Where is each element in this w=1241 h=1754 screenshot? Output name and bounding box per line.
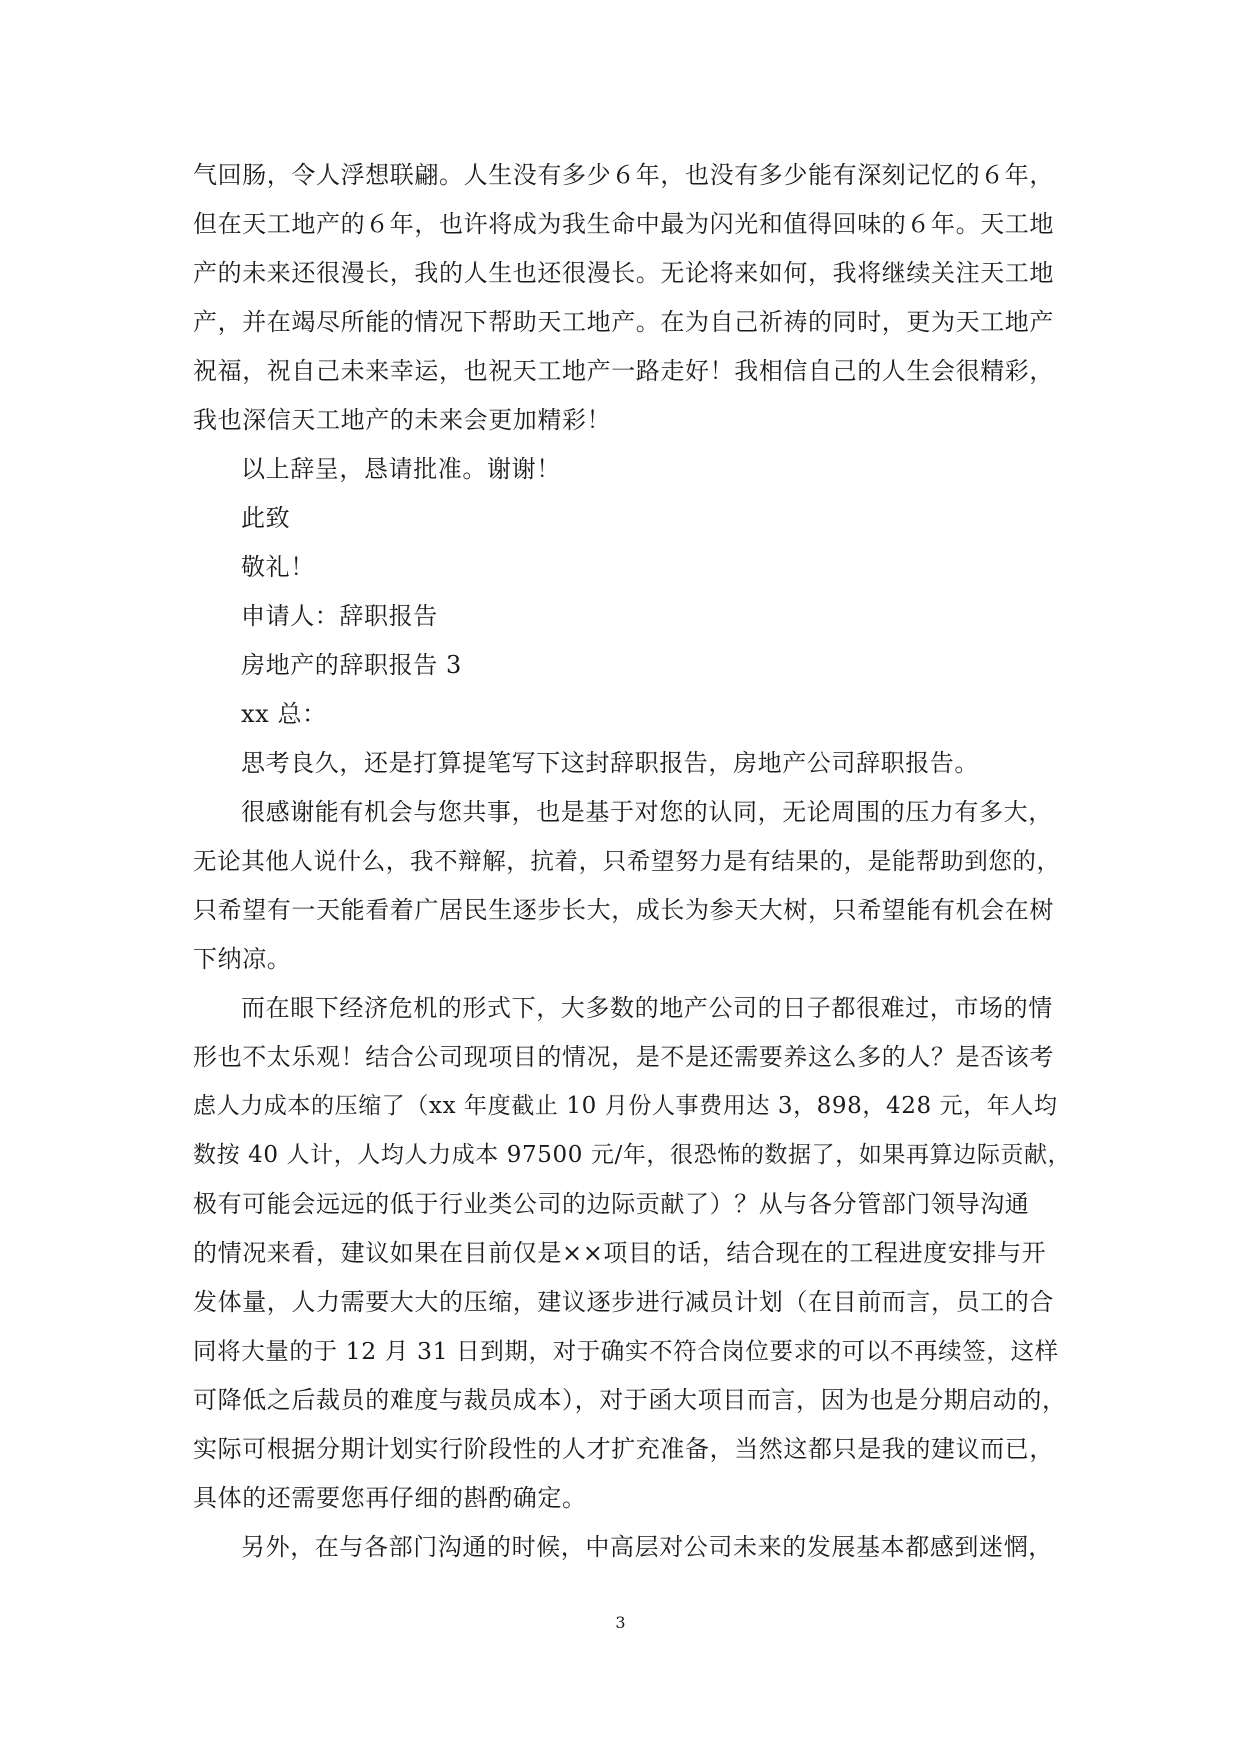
text-line: 祝福，祝自己未来幸运，也祝天工地产一路走好！我相信自己的人生会很精彩， (193, 357, 1054, 385)
text-line: 申请人：辞职报告 (241, 602, 438, 630)
text-line: 数按 40 人计，人均人力成本 97500 元/年，很恐怖的数据了，如果再算边际贡献， (193, 1142, 1072, 1168)
text-line: 的情况来看，建议如果在目前仅是××项目的话，结合现在的工程进度安排与开 (193, 1239, 1047, 1267)
document-body (193, 151, 1073, 1572)
text-line: 我也深信天工地产的未来会更加精彩！ (193, 406, 612, 434)
text-line: 而在眼下经济危机的形式下，大多数的地产公司的日子都很难过，市场的情 (241, 994, 1053, 1022)
text-line: 下纳凉。 (193, 945, 292, 973)
text-line: 虑人力成本的压缩了（xx 年度截止 10 月份人事费用达 3，898，428 元，年人均 (193, 1093, 1058, 1119)
text-line: 敬礼！ (241, 553, 315, 581)
text-line: 产，并在竭尽所能的情况下帮助天工地产。在为自己祈祷的同时，更为天工地产 (193, 308, 1054, 336)
text-line: 以上辞呈，恳请批准。谢谢！ (241, 455, 561, 483)
text-line: 产的未来还很漫长，我的人生也还很漫长。无论将来如何，我将继续关注天工地 (193, 259, 1054, 287)
text-line: 无论其他人说什么，我不辩解，抗着，只希望努力是有结果的，是能帮助到您的， (193, 847, 1061, 875)
text-line: 思考良久，还是打算提笔写下这封辞职报告，房地产公司辞职报告。 (241, 749, 979, 777)
text-line: 只希望有一天能看着广居民生逐步长大，成长为参天大树，只希望能有机会在树 (193, 896, 1054, 924)
text-line: 可降低之后裁员的难度与裁员成本），对于函大项目而言，因为也是分期启动的， (193, 1386, 1067, 1414)
text-line: 同将大量的于 12 月 31 日到期，对于确实不符合岗位要求的可以不再续签，这样 (193, 1337, 1059, 1365)
text-line: 形也不太乐观！结合公司现项目的情况，是不是还需要养这么多的人？是否该考 (193, 1043, 1054, 1071)
text-line: 另外，在与各部门沟通的时候，中高层对公司未来的发展基本都感到迷惘， (241, 1533, 1053, 1561)
page-number: 3 (615, 1613, 626, 1632)
text-line: 气回肠，令人浮想联翩。人生没有多少６年，也没有多少能有深刻记忆的６年， (193, 161, 1054, 189)
text-line: 发体量，人力需要大大的压缩，建议逐步进行减员计划（在目前而言，员工的合 (193, 1288, 1054, 1316)
text-line: 很感谢能有机会与您共事，也是基于对您的认同，无论周围的压力有多大， (241, 798, 1053, 826)
text-line: 极有可能会远远的低于行业类公司的边际贡献了）？从与各分管部门领导沟通 (193, 1190, 1030, 1218)
text-line: 具体的还需要您再仔细的斟酌确定。 (193, 1484, 587, 1512)
text-line: 但在天工地产的６年，也许将成为我生命中最为闪光和值得回味的６年。天工地 (193, 210, 1054, 238)
text-line: 房地产的辞职报告 3 (241, 651, 462, 679)
text-line: 实际可根据分期计划实行阶段性的人才扩充准备，当然这都只是我的建议而已， (193, 1435, 1054, 1463)
text-line: xx 总： (241, 700, 327, 728)
text-line: 此致 (241, 504, 291, 532)
